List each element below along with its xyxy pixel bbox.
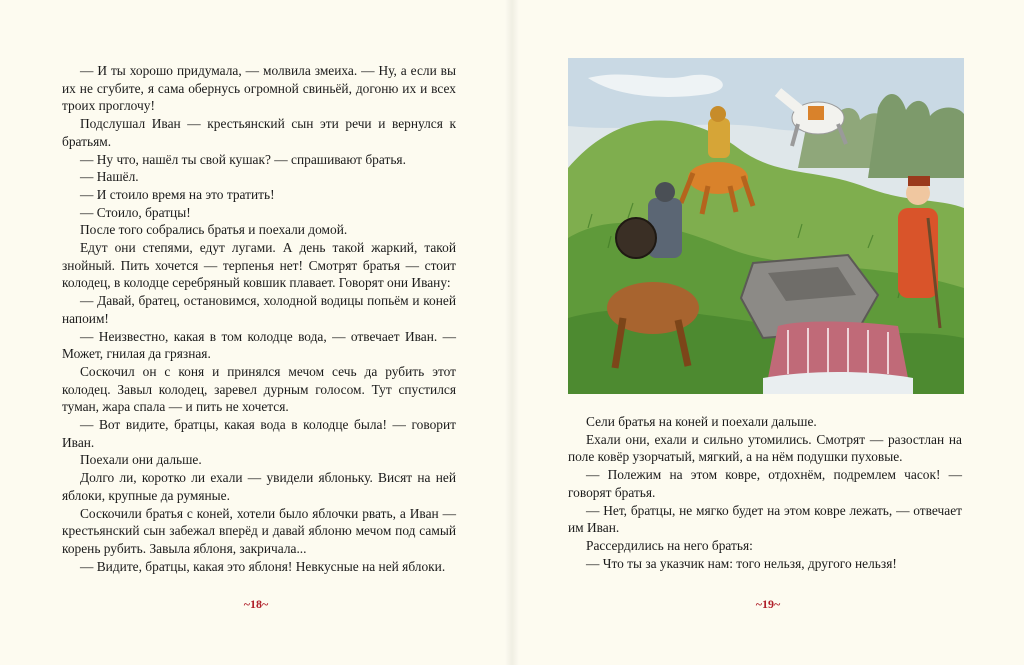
paragraph: — И стоило время на это тратить! — [80, 186, 275, 202]
paragraph: — Ну что, нашёл ты свой кушак? — спрашивают братья. — [80, 151, 406, 167]
paragraph: Долго ли, коротко ли ехали — увидели яблоньку. Висят на ней яблоки, крупные да румяные. — [62, 470, 456, 503]
paragraph: — Стоило, братцы! — [80, 204, 191, 220]
right-page — [512, 0, 1024, 665]
paragraph: Соскочил он с коня и принялся мечом сечь да рубить этот колодец. Завыл колодец, заревел дурным голосом. Тут спустился туман, жара спала — и пить не хочется. — [62, 363, 456, 415]
paragraph: — Вот видите, братцы, какая вода в колодце была! — говорит Иван. — [62, 417, 456, 450]
paragraph: Едут они степями, едут лугами. А день такой жаркий, такой знойный. Пить хочется — терпенья нет! Смотрят братья — стоит колодец, в колодце серебряный ковшик плавает. Говорят они Ивану: — [62, 240, 456, 291]
right-page-text — [568, 413, 962, 572]
paragraph: Поехали они дальше. — [80, 452, 202, 468]
paragraph: Рассердились на него братья: — [586, 537, 753, 553]
paragraph: — Что ты за указчик нам: того нельзя, другого нельзя! — [586, 555, 897, 571]
paragraph: Ехали они, ехали и сильно утомились. Смотрят — разостлан на поле ковёр узорчатый, мягкий, а на нём подушки пуховые. — [568, 431, 962, 465]
illustration-art — [568, 58, 964, 394]
page-number-right: ~19~ — [755, 597, 781, 611]
paragraph: — Нашёл. — [80, 169, 139, 185]
left-page-text — [62, 62, 456, 575]
paragraph: Сели братья на коней и поехали дальше. — [586, 414, 817, 429]
paragraph: После того собрались братья и поехали домой. — [80, 222, 348, 238]
page-number-left: ~18~ — [243, 597, 269, 611]
paragraph: Подслушал Иван — крестьянский сын эти речи и вернулся к братьям. — [62, 116, 456, 149]
paragraph: — Видите, братцы, какая это яблоня! Невкусные на ней яблоки. — [80, 558, 446, 574]
illustration-riders-at-well — [568, 58, 964, 394]
paragraph: — Неизвестно, какая в том колодце вода, — отвечает Иван. — Может, гнилая да грязная. — [62, 328, 456, 362]
paragraph: — Нет, братцы, не мягко будет на этом ковре лежать, — отвечает им Иван. — [568, 502, 962, 536]
paragraph: — Полежим на этом ковре, отдохнём, подремлем часок! — говорят братья. — [568, 467, 962, 500]
paragraph: — Давай, братец, остановимся, холодной водицы попьём и коней напоим! — [62, 293, 456, 326]
paragraph: Соскочили братья с коней, хотели было яблочки рвать, а Иван — крестьянский сын забежал вперёд и давай яблоню мечом под самый корень рубить. Завыла яблоня, закричала... — [62, 505, 456, 556]
paragraph: — И ты хорошо придумала, — молвила змеиха. — Ну, а если вы их не сгубите, я сама обернусь огромной свиньёй, догоню их и всех троих проглочу! — [62, 63, 456, 114]
